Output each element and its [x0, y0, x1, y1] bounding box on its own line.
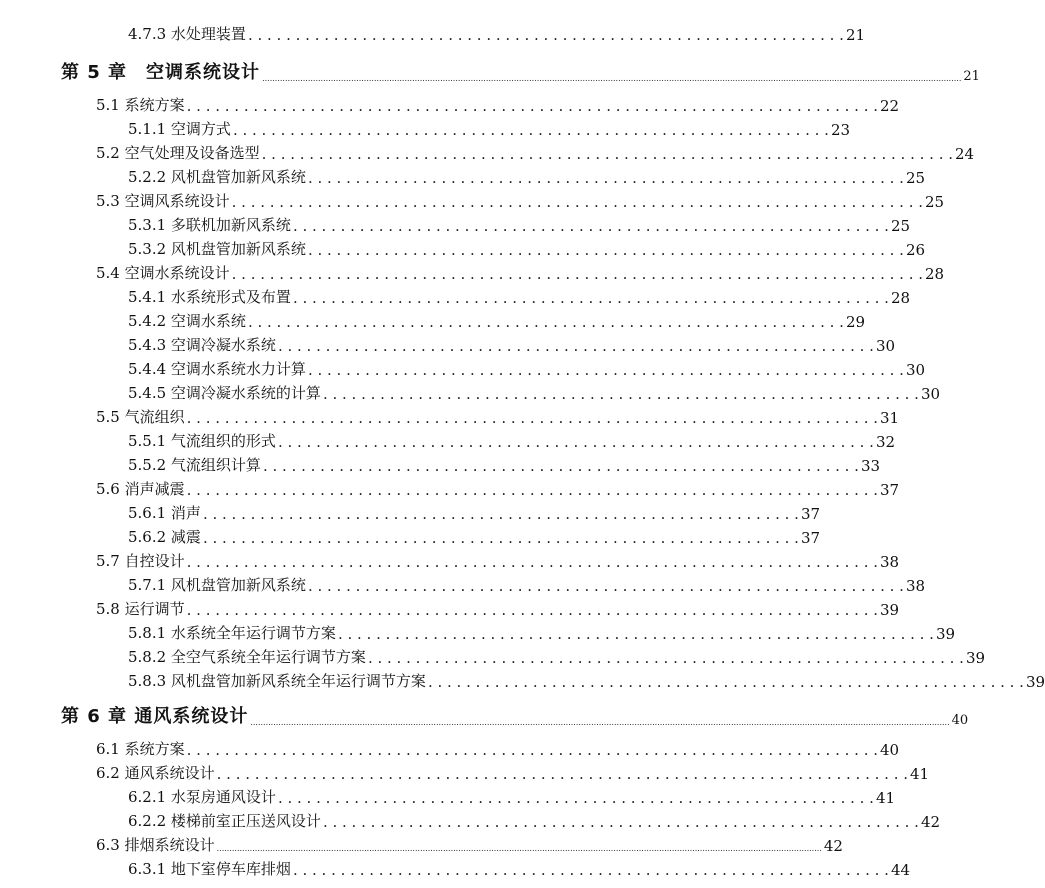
dot-leader: . . . . . . . . . . . . . . . . . . . . . . . . . . . . . . . . . . . . . . . . . . . . . . . . . . . . . . . . . . . . . . .: [247, 313, 844, 331]
toc-entry[interactable]: [96, 405, 900, 427]
toc-entry-title: 5.8.2 全空气系统全年运行调节方案: [128, 648, 366, 666]
toc-page-number: 41: [910, 765, 930, 783]
dot-leader: . . . . . . . . . . . . . . . . . . . . . . . . . . . . . . . . . . . . . . . . . . . . . . . . . . . . . . . . . . . . . . . . . . . . . . . . .: [186, 97, 878, 115]
toc-page-number: 28: [890, 289, 911, 307]
toc-entry-title: 5.4.1 水系统形式及布置: [128, 288, 291, 306]
toc-page-number: 28: [925, 265, 945, 283]
toc-page-number: 42: [920, 813, 941, 831]
dot-leader: . . . . . . . . . . . . . . . . . . . . . . . . . . . . . . . . . . . . . . . . . . . . . . . . . . . . . . . . . . . . . . . . . . . . . . . . .: [231, 265, 923, 283]
toc-chapter-title: 第 5 章 空调系统设计: [61, 62, 261, 83]
toc-entry-title: 5.1 系统方案: [96, 96, 185, 114]
dot-leader: ..............................................................................................................................................................................................................................................: [216, 844, 822, 853]
dot-leader: . . . . . . . . . . . . . . . . . . . . . . . . . . . . . . . . . . . . . . . . . . . . . . . . . . . . . . . . . . . . . . . . . . . . . . . . .: [186, 601, 878, 619]
toc-entry-title: 5.4.5 空调冷凝水系统的计算: [128, 384, 321, 402]
toc-entry[interactable]: [128, 645, 986, 667]
dot-leader: . . . . . . . . . . . . . . . . . . . . . . . . . . . . . . . . . . . . . . . . . . . . . . . . . . . . . . . . . . . . . . .: [367, 649, 964, 667]
dot-leader: . . . . . . . . . . . . . . . . . . . . . . . . . . . . . . . . . . . . . . . . . . . . . . . . . . . . . . . . . . . . . . .: [277, 789, 874, 807]
toc-page-number: 39: [965, 649, 986, 667]
toc-page-number: 38: [880, 553, 900, 571]
toc-entry-title: 5.3.2 风机盘管加新风系统: [128, 240, 306, 258]
toc-page-number: 21: [845, 26, 866, 44]
toc-entry[interactable]: [128, 453, 881, 475]
toc-page-number: 39: [935, 625, 956, 643]
toc-entry[interactable]: [96, 93, 900, 115]
toc-entry-title: 5.4.2 空调水系统: [128, 312, 246, 330]
toc-entry[interactable]: [128, 117, 851, 139]
toc-page-number: 25: [925, 193, 945, 211]
toc-entry[interactable]: [96, 761, 930, 783]
dot-leader: ...................................................................................................................................................................................................................................................................................: [262, 74, 962, 83]
toc-entry-title: 6.2.2 楼梯前室正压送风设计: [128, 812, 321, 830]
toc-page-number: 42: [823, 837, 843, 855]
toc-entry[interactable]: [128, 381, 941, 403]
toc-entry-title: 6.1 系统方案: [96, 740, 185, 758]
toc-entry-title: 5.5.1 气流组织的形式: [128, 432, 276, 450]
toc-page-number: 21: [963, 69, 980, 84]
toc-chapter-entry[interactable]: [61, 702, 969, 728]
dot-leader: . . . . . . . . . . . . . . . . . . . . . . . . . . . . . . . . . . . . . . . . . . . . . . . . . . . . . . . . . . . . . . .: [232, 121, 829, 139]
toc-entry[interactable]: [128, 669, 1045, 691]
toc-page-number: 31: [880, 409, 900, 427]
toc-page-number: 30: [905, 361, 926, 379]
toc-page-number: 23: [830, 121, 851, 139]
toc-entry[interactable]: [128, 525, 821, 547]
dot-leader: . . . . . . . . . . . . . . . . . . . . . . . . . . . . . . . . . . . . . . . . . . . . . . . . . . . . . . . . . . . . . . .: [307, 241, 904, 259]
toc-entry[interactable]: [128, 165, 926, 187]
toc-entry-title: 5.5 气流组织: [96, 408, 185, 426]
dot-leader: . . . . . . . . . . . . . . . . . . . . . . . . . . . . . . . . . . . . . . . . . . . . . . . . . . . . . . . . . . . . . . . . . . . . . . . . .: [261, 145, 953, 163]
toc-entry[interactable]: [128, 309, 866, 331]
toc-page-number: 44: [890, 861, 911, 879]
toc-entry[interactable]: [96, 477, 900, 499]
dot-leader: . . . . . . . . . . . . . . . . . . . . . . . . . . . . . . . . . . . . . . . . . . . . . . . . . . . . . . . . . . . . . . . . . . . . . . . . .: [231, 193, 923, 211]
dot-leader: . . . . . . . . . . . . . . . . . . . . . . . . . . . . . . . . . . . . . . . . . . . . . . . . . . . . . . . . . . . . . . .: [262, 457, 859, 475]
toc-entry[interactable]: [128, 857, 911, 879]
dot-leader: . . . . . . . . . . . . . . . . . . . . . . . . . . . . . . . . . . . . . . . . . . . . . . . . . . . . . . . . . . . . . . .: [307, 361, 904, 379]
toc-entry-title: 5.4 空调水系统设计: [96, 264, 230, 282]
dot-leader: . . . . . . . . . . . . . . . . . . . . . . . . . . . . . . . . . . . . . . . . . . . . . . . . . . . . . . . . . . . . . . .: [427, 673, 1024, 691]
toc-entry-title: 4.7.3 水处理装置: [128, 25, 246, 43]
toc-entry[interactable]: [128, 501, 821, 523]
toc-page-number: 37: [880, 481, 900, 499]
dot-leader: . . . . . . . . . . . . . . . . . . . . . . . . . . . . . . . . . . . . . . . . . . . . . . . . . . . . . . . . . . . . . . .: [202, 505, 799, 523]
toc-entry-title: 5.8.1 水系统全年运行调节方案: [128, 624, 336, 642]
dot-leader: . . . . . . . . . . . . . . . . . . . . . . . . . . . . . . . . . . . . . . . . . . . . . . . . . . . . . . . . . . . . . . .: [322, 813, 919, 831]
dot-leader: . . . . . . . . . . . . . . . . . . . . . . . . . . . . . . . . . . . . . . . . . . . . . . . . . . . . . . . . . . . . . . .: [337, 625, 934, 643]
toc-chapter-title: 第 6 章 通风系统设计: [61, 706, 249, 727]
toc-page-number: 22: [880, 97, 900, 115]
dot-leader: . . . . . . . . . . . . . . . . . . . . . . . . . . . . . . . . . . . . . . . . . . . . . . . . . . . . . . . . . . . . . . .: [322, 385, 919, 403]
toc-entry[interactable]: [96, 141, 975, 163]
toc-page-number: 25: [905, 169, 926, 187]
toc-page-number: 41: [875, 789, 896, 807]
toc-entry-title: 5.6.1 消声: [128, 504, 201, 522]
toc-entry[interactable]: [128, 213, 911, 235]
dot-leader: . . . . . . . . . . . . . . . . . . . . . . . . . . . . . . . . . . . . . . . . . . . . . . . . . . . . . . . . . . . . . . .: [307, 169, 904, 187]
toc-chapter-entry[interactable]: [61, 58, 980, 84]
toc-entry-title: 5.2.2 风机盘管加新风系统: [128, 168, 306, 186]
toc-page-number: 39: [1025, 673, 1045, 691]
dot-leader: ...................................................................................................................................................................................................................................................................................: [250, 718, 950, 727]
toc-entry[interactable]: [96, 549, 900, 571]
dot-leader: . . . . . . . . . . . . . . . . . . . . . . . . . . . . . . . . . . . . . . . . . . . . . . . . . . . . . . . . . . . . . . .: [277, 433, 874, 451]
toc-entry-title: 5.6 消声减震: [96, 480, 185, 498]
dot-leader: . . . . . . . . . . . . . . . . . . . . . . . . . . . . . . . . . . . . . . . . . . . . . . . . . . . . . . . . . . . . . . .: [292, 217, 889, 235]
toc-entry-title: 6.2.1 水泵房通风设计: [128, 788, 276, 806]
toc-page-number: 37: [800, 529, 821, 547]
toc-page-number: 37: [800, 505, 821, 523]
toc-entry[interactable]: [128, 621, 956, 643]
toc-entry-title: 5.7 自控设计: [96, 552, 185, 570]
toc-entry[interactable]: [128, 333, 896, 355]
toc-page-number: 40: [880, 741, 900, 759]
toc-entry-title: 6.3.1 地下室停车库排烟: [128, 860, 291, 878]
dot-leader: . . . . . . . . . . . . . . . . . . . . . . . . . . . . . . . . . . . . . . . . . . . . . . . . . . . . . . . . . . . . . . . . . . . . . . . . .: [186, 409, 878, 427]
toc-page-number: 29: [845, 313, 866, 331]
toc-entry[interactable]: [128, 237, 926, 259]
toc-page-number: 24: [955, 145, 975, 163]
toc-entry-title: 5.1.1 空调方式: [128, 120, 231, 138]
dot-leader: . . . . . . . . . . . . . . . . . . . . . . . . . . . . . . . . . . . . . . . . . . . . . . . . . . . . . . . . . . . . . . .: [292, 289, 889, 307]
toc-page-number: 26: [905, 241, 926, 259]
toc-entry[interactable]: [96, 261, 945, 283]
toc-entry[interactable]: [128, 22, 866, 44]
toc-entry-title: 6.3 排烟系统设计: [96, 836, 215, 854]
toc-entry[interactable]: [96, 189, 945, 211]
toc-entry-title: 5.4.4 空调水系统水力计算: [128, 360, 306, 378]
toc-entry-title: 5.2 空气处理及设备选型: [96, 144, 260, 162]
toc-entry[interactable]: [128, 429, 896, 451]
toc-page-number: 40: [951, 713, 969, 728]
toc-page-number: 30: [875, 337, 896, 355]
toc-entry-title: 5.7.1 风机盘管加新风系统: [128, 576, 306, 594]
toc-entry-title: 5.8 运行调节: [96, 600, 185, 618]
toc-entry[interactable]: [128, 357, 926, 379]
toc-entry-title: 5.8.3 风机盘管加新风系统全年运行调节方案: [128, 672, 426, 690]
toc-entry-title: 5.5.2 气流组织计算: [128, 456, 261, 474]
dot-leader: . . . . . . . . . . . . . . . . . . . . . . . . . . . . . . . . . . . . . . . . . . . . . . . . . . . . . . . . . . . . . . .: [307, 577, 904, 595]
dot-leader: . . . . . . . . . . . . . . . . . . . . . . . . . . . . . . . . . . . . . . . . . . . . . . . . . . . . . . . . . . . . . . . . . . . . . . . . .: [186, 481, 878, 499]
dot-leader: . . . . . . . . . . . . . . . . . . . . . . . . . . . . . . . . . . . . . . . . . . . . . . . . . . . . . . . . . . . . . . .: [202, 529, 799, 547]
toc-entry[interactable]: [128, 809, 941, 831]
toc-entry[interactable]: [96, 737, 900, 759]
toc-page-number: 38: [905, 577, 926, 595]
toc-entry[interactable]: [128, 573, 926, 595]
toc-page-number: 39: [880, 601, 900, 619]
toc-entry-title: 6.2 通风系统设计: [96, 764, 215, 782]
toc-entry-title: 5.6.2 减震: [128, 528, 201, 546]
toc-entry[interactable]: [128, 285, 911, 307]
toc-entry-title: 5.3 空调风系统设计: [96, 192, 230, 210]
dot-leader: . . . . . . . . . . . . . . . . . . . . . . . . . . . . . . . . . . . . . . . . . . . . . . . . . . . . . . . . . . . . . . . . . . . . . . . . .: [186, 741, 878, 759]
toc-page-number: 33: [860, 457, 881, 475]
dot-leader: . . . . . . . . . . . . . . . . . . . . . . . . . . . . . . . . . . . . . . . . . . . . . . . . . . . . . . . . . . . . . . . . . . . . . . . . .: [186, 553, 878, 571]
dot-leader: . . . . . . . . . . . . . . . . . . . . . . . . . . . . . . . . . . . . . . . . . . . . . . . . . . . . . . . . . . . . . . . . . . . . . . . . .: [216, 765, 908, 783]
dot-leader: . . . . . . . . . . . . . . . . . . . . . . . . . . . . . . . . . . . . . . . . . . . . . . . . . . . . . . . . . . . . . . .: [247, 26, 844, 44]
toc-page-number: 30: [920, 385, 941, 403]
toc-entry-title: 5.4.3 空调冷凝水系统: [128, 336, 276, 354]
toc-page-number: 32: [875, 433, 896, 451]
dot-leader: . . . . . . . . . . . . . . . . . . . . . . . . . . . . . . . . . . . . . . . . . . . . . . . . . . . . . . . . . . . . . . .: [277, 337, 874, 355]
dot-leader: . . . . . . . . . . . . . . . . . . . . . . . . . . . . . . . . . . . . . . . . . . . . . . . . . . . . . . . . . . . . . . .: [292, 861, 889, 879]
toc-entry[interactable]: [128, 785, 896, 807]
toc-page-number: 25: [890, 217, 911, 235]
toc-entry[interactable]: [96, 597, 900, 619]
toc-entry[interactable]: [96, 833, 843, 855]
toc-entry-title: 5.3.1 多联机加新风系统: [128, 216, 291, 234]
